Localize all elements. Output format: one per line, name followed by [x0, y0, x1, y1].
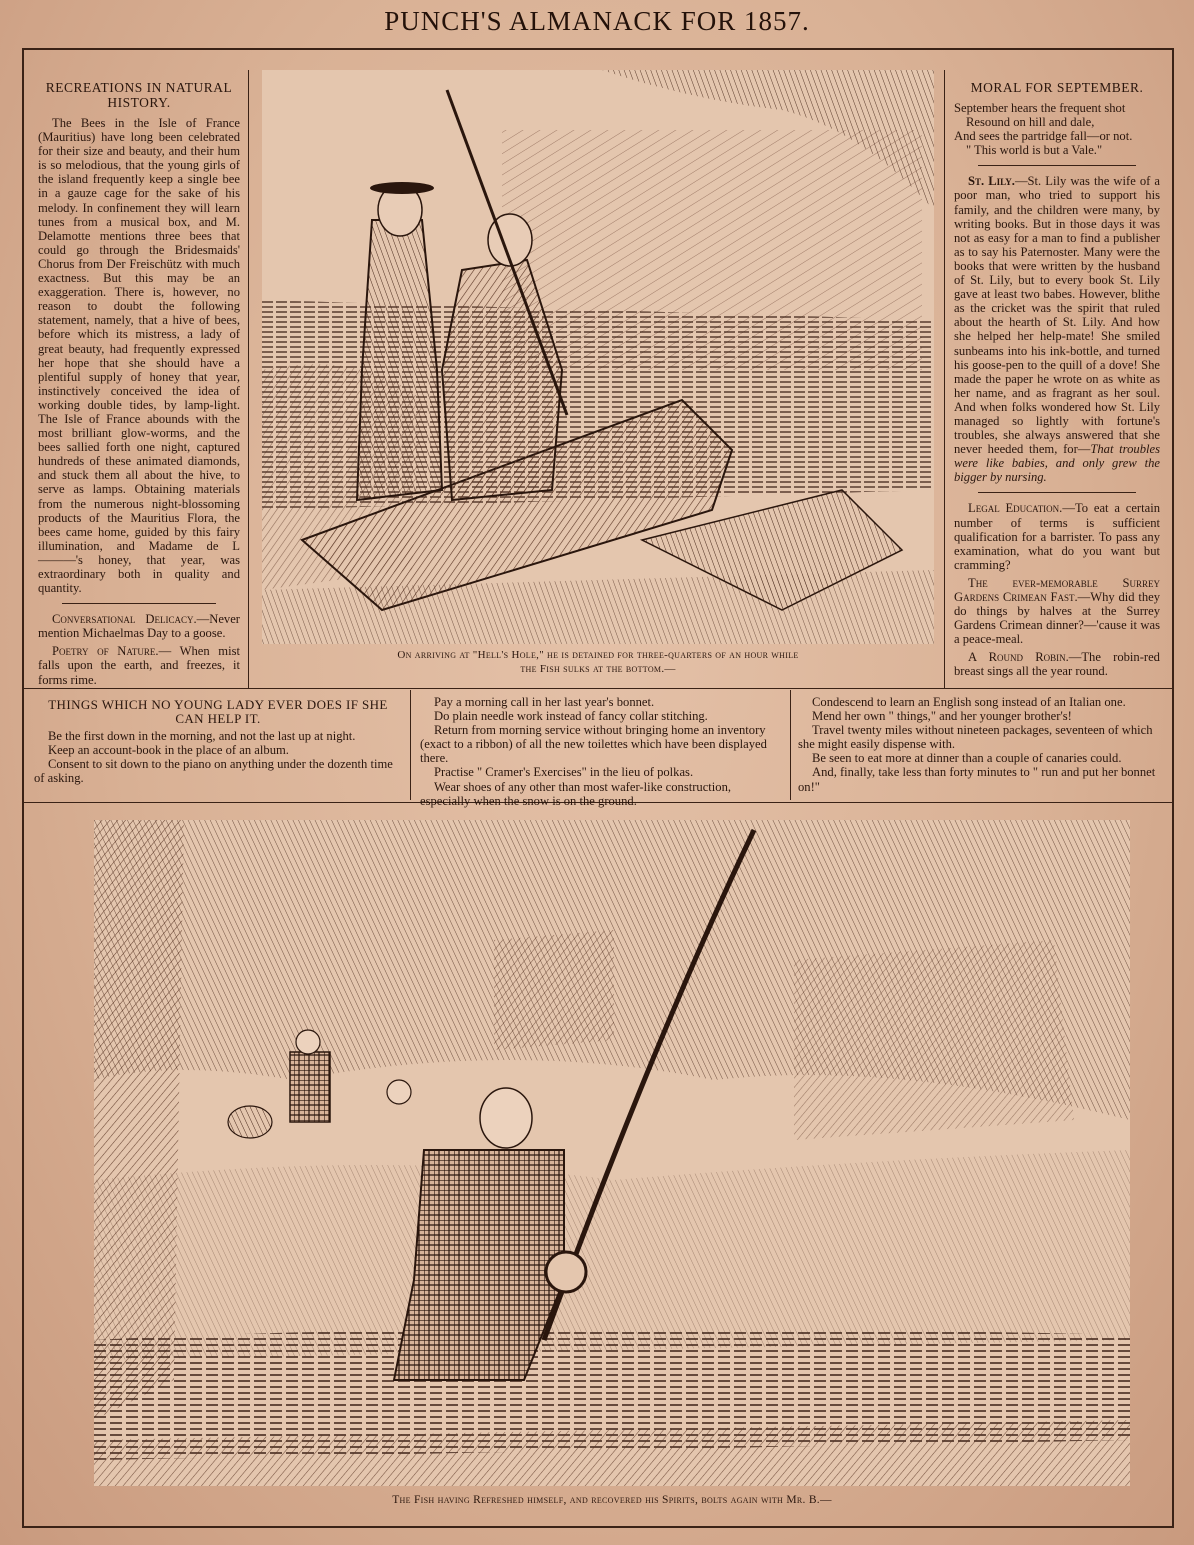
- reel: [546, 1252, 586, 1292]
- things-2-2: Do plain needle work instead of fancy collar stitching.: [434, 709, 708, 724]
- things-col-1: [34, 698, 402, 786]
- legal-head: Legal Education.: [968, 501, 1063, 516]
- bottom-illustration: [94, 820, 1130, 1486]
- things-3-5: And, finally, take less than forty minutes to " run and put her bonnet on!": [798, 765, 1156, 794]
- strip-divider-2: [790, 690, 791, 800]
- robin-head: A Round Robin.: [968, 650, 1069, 665]
- poetry-body: — When mist falls upon the earth, and freezes, it forms rime.: [38, 644, 240, 687]
- right-rule-1: [978, 165, 1136, 166]
- things-3-3: Travel twenty miles without nineteen packages, seventeen of which she might easily dispense with.: [798, 723, 1153, 752]
- top-caption: [262, 648, 934, 676]
- things-1-3: Consent to sit down to the piano on anything under the dozenth time of asking.: [34, 757, 393, 786]
- things-2-1: Pay a morning call in her last year's bonnet.: [434, 695, 655, 709]
- verse-line-4: " This world is but a Vale.": [966, 143, 1103, 158]
- things-col-3: [798, 695, 1160, 794]
- baby-figure: [387, 1080, 411, 1104]
- lily-body: —St. Lily was the wife of a poor man, who tried to support his family, and the children were many, by writing books. But in those days it was not as easy for a man to find a publisher as to say his Paternoster. Many were the books that were written by the husband of St. Lily, but to every book St. Lily gave at least two babes. However, blithe as the cricket was the spirit that ruled about the hearth of St. Lily. And how she helped her help-mate! She smiled sunbeams into his ink-bottle, and turned his goose-pen to the quill of a dove! She made the paper he wrote on as white as her name, and as fragrant as her soul. And when folks wondered how St. Lily managed so lightly with fortune's troubles, she always answered that she never heeded them, for—: [954, 174, 1160, 457]
- bottom-engraving: [94, 820, 1130, 1486]
- surrey-body: —Why did they do things by halves at the Surrey Gardens Crimean dinner?—'cause it was a peace-meal.: [954, 590, 1160, 647]
- things-3-2: Mend her own " things," and her younger brother's!: [812, 709, 1072, 724]
- left-rule: [62, 603, 216, 604]
- right-column: [954, 80, 1160, 683]
- top-engraving: [262, 70, 934, 644]
- things-1-1: Be the first down in the morning, and not the last up at night.: [48, 729, 356, 744]
- strip-top-rule: [24, 688, 1172, 689]
- things-2-5: Wear shoes of any other than most wafer-like construction, especially when the snow is on the ground.: [420, 779, 732, 808]
- legal-body: —To eat a certain number of terms is sufficient qualification for a barrister. To pass any examination, what do you want but cramming?: [954, 501, 1160, 572]
- verse-line-2: Resound on hill and dale,: [966, 115, 1095, 130]
- bottom-caption: The Fish having Refreshed himself, and recovered his Spirits, bolts again with Mr. B.—: [392, 1494, 832, 1506]
- top-caption-line2: the Fish sulks at the bottom.—: [520, 663, 676, 675]
- moral-title: MORAL FOR SEPTEMBER.: [970, 80, 1144, 95]
- delicacy-body: —Never mention Michaelmas Day to a goose.: [38, 612, 240, 641]
- surrey-head: The ever-memorable Surrey Gardens Crimean Fast.: [954, 575, 1160, 604]
- riverbank: [94, 1150, 1130, 1360]
- right-rule-2: [978, 492, 1136, 493]
- poetry-head: Poetry of Nature.: [52, 644, 159, 659]
- things-3-1: Condescend to learn an English song instead of an Italian one.: [812, 695, 1126, 709]
- left-column: [38, 80, 240, 691]
- top-illustration: [262, 70, 934, 644]
- things-2-4: Practise " Cramer's Exercises" in the lieu of polkas.: [434, 765, 694, 780]
- strip-divider-1: [410, 690, 411, 800]
- things-3-4: Be seen to eat more at dinner than a couple of canaries could.: [812, 751, 1122, 766]
- verse-line-1: September hears the frequent shot: [954, 101, 1126, 115]
- recreations-body: The Bees in the Isle of France (Mauritius) have long been celebrated for their size and beauty, and their hum is so melodious, that the young girls of the island frequently keep a single bee in a gauze cage for the sake of his melody. In confinement they will learn tunes from a musical box, and M. Delamotte mentions three bees that could go through the Bridesmaids' Chorus from Der Freischütz with much exactness. But this may be an exaggeration. There is, however, no reason to doubt the following statement, namely, that a hive of bees, before which its mistress, a lady of great beauty, had frequently expressed her hope that she should have a plentiful supply of honey that year, instinctively conceived the idea of working double tides, by lamp-light. The Isle of France abounds with the most brilliant glow-worms, and the bees sallied forth one night, captured hundreds of these animated diamonds, and stuck them all about the hive, to serve as lamps. Obtaining materials from the numerous night-blossoming products of the Mauritius Flora, the bees came home, guided by this fairy illumination, and Madame de L———'s honey, that year, was extraordinary both in quality and quantity.: [38, 116, 240, 596]
- delicacy-head: Conversational Delicacy.: [52, 612, 197, 627]
- masthead: PUNCH'S ALMANACK FOR 1857.: [384, 6, 810, 36]
- things-title: THINGS WHICH NO YOUNG LADY EVER DOES IF SHE CAN HELP IT.: [48, 697, 388, 727]
- child-figure: [290, 1052, 330, 1122]
- things-2-3: Return from morning service without bringing home an inventory (exact to a ribbon) of all the new toilettes which have been displayed there.: [420, 723, 767, 766]
- moral-verse: [954, 101, 1160, 157]
- divider-right: [944, 70, 945, 688]
- recreations-title: RECREATIONS IN NATURAL HISTORY.: [45, 80, 233, 110]
- lily-italic: That troubles were like babies, and only grew the bigger by nursing.: [954, 442, 1160, 485]
- things-1-2: Keep an account-book in the place of an album.: [48, 743, 289, 758]
- robin-body: —The robin-red breast sings all the year round.: [954, 650, 1160, 679]
- things-col-2: [420, 695, 782, 808]
- verse-line-3: And sees the partridge fall—or not.: [954, 129, 1133, 144]
- divider-left: [248, 70, 249, 688]
- top-caption-line1: On arriving at "Hell's Hole," he is detained for three-quarters of an hour while: [397, 649, 799, 661]
- lily-head: St. Lily.: [968, 174, 1015, 189]
